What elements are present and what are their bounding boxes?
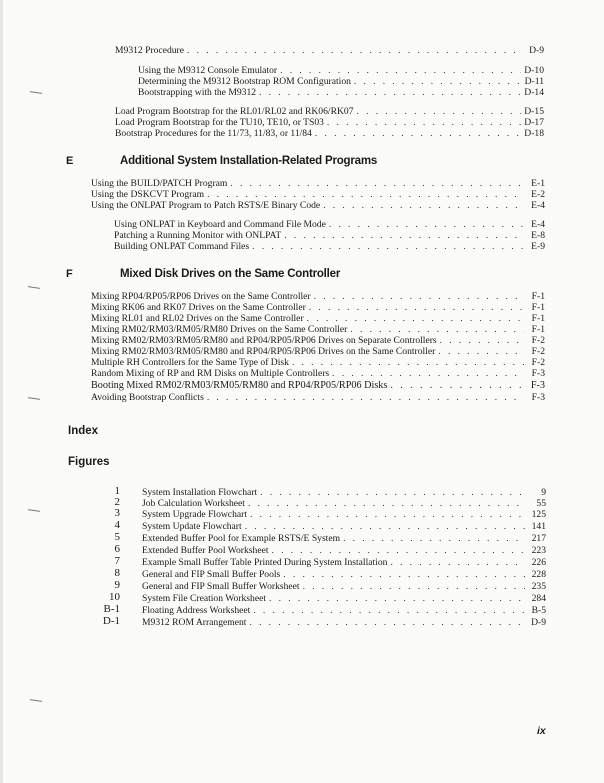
toc-entry[interactable] — [91, 392, 545, 404]
toc-entry-page: F-1 — [531, 313, 545, 324]
margin-mark — [30, 91, 42, 94]
toc-entry-label: Mixing RP04/RP05/RP06 Drives on the Same Controller — [91, 291, 311, 302]
toc-entry-label: Mixing RM02/RM03/RM05/RM80 and RP04/RP05/RP06 Drives on Separate Controllers — [91, 335, 437, 346]
figure-page: 9 — [541, 487, 546, 498]
toc-entry-label: Random Mixing of RP and RM Disks on Multiple Controllers — [91, 368, 330, 379]
margin-mark — [28, 509, 40, 512]
toc-entry-page: E-2 — [531, 189, 545, 200]
toc-entry-label: Using the DSKCVT Program — [91, 189, 205, 200]
toc-entry-page: F-1 — [531, 302, 545, 313]
figure-page: 217 — [531, 533, 546, 544]
toc-entry-page: E-8 — [531, 230, 545, 241]
toc-entry-page: E-4 — [531, 219, 545, 230]
figure-page: 55 — [536, 498, 546, 509]
toc-entry[interactable] — [115, 128, 544, 140]
toc-entry-page: D-11 — [524, 76, 544, 87]
figure-page: 226 — [531, 557, 546, 568]
toc-entry-label: Multiple RH Controllers for the Same Type of Disk — [91, 357, 289, 368]
toc-entry-label: Using the ONLPAT Program to Patch RSTS/E Binary Code — [91, 200, 321, 211]
toc-entry-page: F-3 — [530, 380, 545, 391]
appendix-f-title[interactable]: Mixed Disk Drives on the Same Controller — [120, 268, 341, 280]
toc-entry-page: E-4 — [531, 200, 545, 211]
appendix-f-letter: F — [66, 268, 73, 280]
toc-entry[interactable] — [115, 45, 544, 57]
toc-entry-label: Avoiding Bootstrap Conflicts — [91, 392, 204, 403]
figures-heading: Figures — [68, 456, 110, 468]
figure-label: Extended Buffer Pool for Example RSTS/E System — [142, 533, 341, 544]
toc-entry-page: D-10 — [524, 65, 544, 76]
appendix-e-title[interactable]: Additional System Installation-Related Programs — [120, 155, 378, 167]
figure-number: 6 — [114, 543, 120, 555]
page-number: ix — [537, 725, 546, 737]
toc-entry-page: D-15 — [524, 106, 544, 117]
figure-label: System Installation Flowchart — [142, 487, 258, 498]
toc-entry-label: Using the BUILD/PATCH Program — [91, 178, 228, 189]
toc-entry-label: Bootstrap Procedures for the 11/73, 11/83, or 11/84 — [115, 128, 312, 139]
figure-label: Extended Buffer Pool Worksheet — [142, 545, 269, 556]
toc-entry-page: F-1 — [531, 324, 545, 335]
toc-entry-label: Booting Mixed RM02/RM03/RM05/RM80 and RP04/RP05/RP06 Disks — [91, 380, 388, 391]
figure-page: 125 — [531, 509, 546, 520]
figure-page: B-5 — [531, 605, 546, 616]
figure-page: 141 — [531, 521, 546, 532]
figure-page: 228 — [531, 569, 546, 580]
toc-entry-page: F-2 — [531, 357, 545, 368]
toc-entry-label: Patching a Running Monitor with ONLPAT — [114, 230, 282, 241]
figure-entry[interactable] — [142, 533, 546, 545]
figure-label: System File Creation Worksheet — [142, 593, 267, 604]
toc-entry[interactable] — [91, 200, 545, 212]
toc-entry-label: Using ONLPAT in Keyboard and Command File Mode — [114, 219, 326, 230]
figure-label: Job Calculation Worksheet — [142, 498, 245, 509]
toc-entry[interactable] — [91, 368, 545, 380]
toc-entry-label: Bootstrapping with the M9312 — [138, 87, 257, 98]
toc-entry-page: D-14 — [524, 87, 544, 98]
figure-label: General and FIP Small Buffer Pools — [142, 569, 281, 580]
figure-label: General and FIP Small Buffer Worksheet — [142, 581, 300, 592]
toc-entry-page: F-1 — [531, 291, 545, 302]
figure-number: 3 — [114, 507, 120, 519]
figure-entry[interactable] — [142, 617, 546, 629]
figure-page: D-9 — [531, 617, 546, 628]
figure-page: 223 — [531, 545, 546, 556]
toc-entry-page: D-18 — [524, 128, 544, 139]
toc-entry-label: Load Program Bootstrap for the TU10, TE10, or TS03 — [115, 117, 324, 128]
toc-entry-label: Mixing RK06 and RK07 Drives on the Same Controller — [91, 302, 306, 313]
figure-page: 284 — [531, 593, 546, 604]
figure-label: M9312 ROM Arrangement — [142, 617, 247, 628]
figure-number: 5 — [114, 531, 120, 543]
margin-mark — [28, 286, 40, 289]
toc-entry-label: Mixing RM02/RM03/RM05/RM80 Drives on the Same Controller — [91, 324, 348, 335]
figure-number: 7 — [114, 555, 120, 567]
margin-mark — [28, 397, 40, 400]
toc-entry-page: E-1 — [531, 178, 545, 189]
figure-number: 4 — [114, 519, 120, 531]
toc-entry-label: Using the M9312 Console Emulator — [138, 65, 278, 76]
figure-number: B-1 — [103, 603, 120, 615]
index-heading[interactable]: Index — [68, 425, 99, 437]
figure-number: 2 — [114, 496, 120, 508]
toc-entry[interactable] — [91, 380, 545, 392]
figure-page: 235 — [531, 581, 546, 592]
toc-entry-page: F-2 — [531, 346, 545, 357]
figure-entry[interactable] — [142, 605, 546, 617]
toc-entry-label: M9312 Procedure — [115, 45, 185, 56]
figure-label: Floating Address Worksheet — [142, 605, 251, 616]
figure-label: System Update Flowchart — [142, 521, 242, 532]
figure-entry[interactable] — [142, 509, 546, 521]
toc-entry-page: D-9 — [529, 45, 544, 56]
toc-entry[interactable] — [114, 241, 545, 253]
toc-entry-page: F-2 — [531, 335, 545, 346]
figure-entry[interactable] — [142, 569, 546, 581]
toc-entry-page: D-17 — [524, 117, 544, 128]
toc-entry-label: Determining the M9312 Bootstrap ROM Configuration — [138, 76, 351, 87]
appendix-e-letter: E — [66, 155, 74, 167]
toc-entry-label: Load Program Bootstrap for the RL01/RL02 and RK06/RK07 — [115, 106, 354, 117]
toc-entry-label: Mixing RL01 and RL02 Drives on the Same Controller — [91, 313, 304, 324]
figure-number: 10 — [109, 591, 120, 603]
toc-entry-page: F-3 — [531, 392, 545, 403]
figure-entry[interactable] — [142, 557, 546, 569]
figure-number: D-1 — [102, 615, 120, 627]
figure-label: System Upgrade Flowchart — [142, 509, 247, 520]
toc-entry-page: E-9 — [531, 241, 545, 252]
figure-number: 8 — [114, 567, 120, 579]
figure-entry[interactable] — [142, 581, 546, 593]
figure-number: 1 — [114, 485, 120, 497]
margin-mark — [30, 699, 42, 702]
toc-entry-page: F-3 — [531, 368, 545, 379]
toc-entry-label: Building ONLPAT Command Files — [114, 241, 250, 252]
figure-entry[interactable] — [142, 521, 546, 533]
toc-entry[interactable] — [138, 87, 544, 99]
figure-entry[interactable] — [142, 593, 546, 605]
figure-number: 9 — [114, 579, 120, 591]
page-edge-shadow — [0, 0, 3, 783]
figure-entry[interactable] — [142, 545, 546, 557]
figure-label: Example Small Buffer Table Printed During System Installation — [142, 557, 388, 568]
toc-entry-label: Mixing RM02/RM03/RM05/RM80 and RP04/RP05/RP06 Drives on the Same Controller — [91, 346, 436, 357]
